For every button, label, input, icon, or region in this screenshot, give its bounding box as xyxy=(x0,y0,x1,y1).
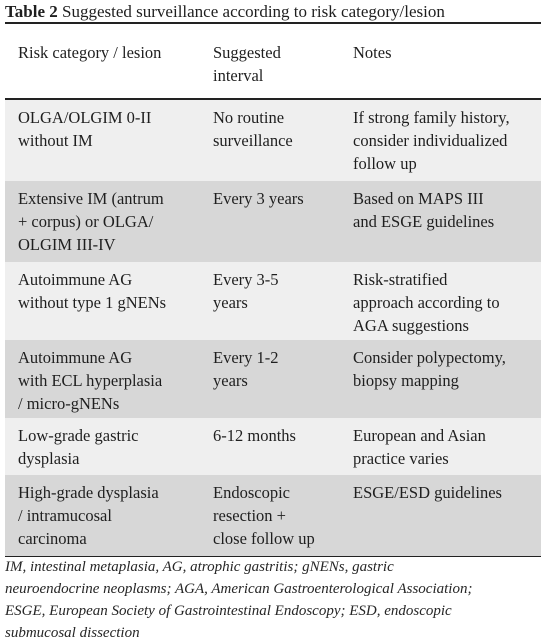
cell-line: consider individualized xyxy=(353,130,508,150)
cell-line: OLGA/OLGIM 0-II xyxy=(18,107,152,127)
cell-line: submucosal dissection xyxy=(5,625,140,641)
cell-line: Autoimmune AG xyxy=(18,347,133,367)
notes-cell xyxy=(338,340,541,418)
cell-line: ESGE/ESD guidelines xyxy=(353,482,502,502)
notes-cell xyxy=(338,100,541,181)
cell-line: Risk category / lesion xyxy=(18,43,162,62)
table-body xyxy=(5,100,541,556)
interval-cell xyxy=(198,262,338,340)
cell-line: Every 3-5 xyxy=(213,269,279,289)
cell-line: follow up xyxy=(353,153,417,173)
cell-line: biopsy mapping xyxy=(353,370,459,390)
table-title: Suggested surveillance according to risk category/lesion xyxy=(62,2,445,21)
cell-line: and ESGE guidelines xyxy=(353,211,495,231)
cell-line: Consider polypectomy, xyxy=(353,347,506,367)
cell-line: Risk-stratified xyxy=(353,269,448,289)
table-row xyxy=(5,262,541,340)
cell-line: interval xyxy=(213,66,264,85)
table-row xyxy=(5,340,541,418)
interval-cell xyxy=(198,340,338,418)
notes-cell xyxy=(338,475,541,556)
cell-line: neuroendocrine neoplasms; AGA, American Gastroenterological Association; xyxy=(5,581,473,597)
cell-line: AGA suggestions xyxy=(353,315,469,335)
cell-line: resection + xyxy=(213,505,286,525)
cell-line: Endoscopic xyxy=(213,482,290,502)
cell-line: Notes xyxy=(353,43,392,62)
risk-category-cell xyxy=(5,100,198,181)
cell-line: practice varies xyxy=(353,448,449,468)
table-row xyxy=(5,100,541,181)
header-notes xyxy=(338,24,541,98)
risk-category-cell xyxy=(5,340,198,418)
cell-line: Autoimmune AG xyxy=(18,269,133,289)
cell-line: approach according to xyxy=(353,292,500,312)
cell-line: surveillance xyxy=(213,130,293,150)
cell-line: High-grade dysplasia xyxy=(18,482,159,502)
table-header-row xyxy=(5,24,541,98)
cell-line: 6-12 months xyxy=(213,425,296,445)
cell-line: without IM xyxy=(18,130,93,150)
risk-category-cell xyxy=(5,262,198,340)
cell-line: IM, intestinal metaplasia, AG, atrophic gastritis; gNENs, gastric xyxy=(5,559,394,575)
surveillance-table xyxy=(5,24,541,557)
cell-line: years xyxy=(213,292,248,312)
cell-line: Every 1-2 xyxy=(213,347,279,367)
cell-line: Extensive IM (antrum xyxy=(18,188,164,208)
cell-line: / micro-gNENs xyxy=(18,393,120,413)
cell-line: close follow up xyxy=(213,528,315,548)
interval-cell xyxy=(198,475,338,556)
cell-line: Low-grade gastric xyxy=(18,425,139,445)
cell-line: without type 1 gNENs xyxy=(18,292,167,312)
cell-line: European and Asian xyxy=(353,425,486,445)
table-row xyxy=(5,181,541,262)
risk-category-cell xyxy=(5,475,198,556)
cell-line: Every 3 years xyxy=(213,188,304,208)
table-footnote xyxy=(5,556,541,644)
cell-line: Suggested xyxy=(213,43,281,62)
table-label: Table 2 xyxy=(5,2,58,21)
header-risk-category xyxy=(5,24,198,98)
cell-line: with ECL hyperplasia xyxy=(18,370,163,390)
cell-line: dysplasia xyxy=(18,448,80,468)
interval-cell xyxy=(198,418,338,475)
cell-line: + corpus) or OLGA/ xyxy=(18,211,154,231)
notes-cell xyxy=(338,181,541,262)
notes-cell xyxy=(338,262,541,340)
cell-line: carcinoma xyxy=(18,528,87,548)
cell-line: If strong family history, xyxy=(353,107,510,127)
header-suggested-interval xyxy=(198,24,338,98)
interval-cell xyxy=(198,181,338,262)
cell-line: / intramucosal xyxy=(18,505,112,525)
table-row xyxy=(5,475,541,556)
cell-line: OLGIM III-IV xyxy=(18,234,116,254)
cell-line: ESGE, European Society of Gastrointestinal Endoscopy; ESD, endoscopic xyxy=(5,603,452,619)
cell-line: years xyxy=(213,370,248,390)
cell-line: No routine xyxy=(213,107,285,127)
cell-line: Based on MAPS III xyxy=(353,188,484,208)
risk-category-cell xyxy=(5,418,198,475)
interval-cell xyxy=(198,100,338,181)
risk-category-cell xyxy=(5,181,198,262)
notes-cell xyxy=(338,418,541,475)
table-row xyxy=(5,418,541,475)
table-caption xyxy=(5,1,541,23)
